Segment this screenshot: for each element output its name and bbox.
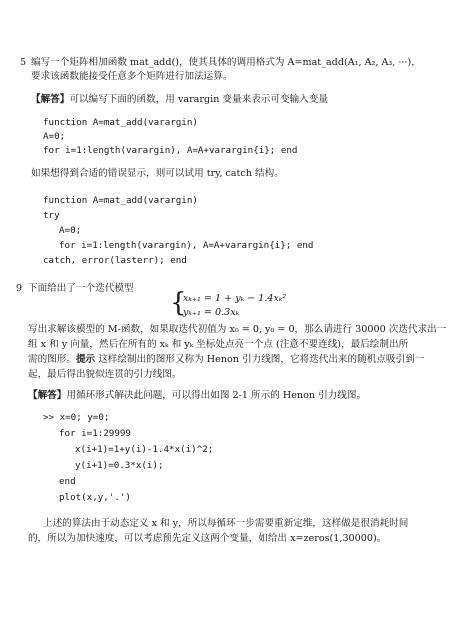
text-fragment: 这样绘制出的图形又称为 Henon 引力线图，它将迭代出来的随机点吸引到一 [95,354,425,365]
code-line: function A=mat_add(varargin) [43,117,198,128]
code-line: function A=mat_add(varargin) [43,195,198,206]
answer-text: 可以编写下面的函数，用 varargin 变量来表示可变输入变量 [69,94,328,105]
problem-text: 下面给出了一个迭代模型 [28,283,134,294]
code-line: for i=1:length(varargin), A=A+varargin{i}; end [59,240,314,251]
code-line: for i=1:29999 [59,428,131,439]
problem-text: 要求该函数能接受任意多个矩阵进行加法运算。 [31,71,233,82]
note-text: 如果想得到合适的错误显示，则可以试用 try, catch 结构。 [31,168,284,179]
problem-number: 5 [20,57,27,68]
code-line: >> x=0; y=0; [43,412,110,423]
code-line: A=0; [59,225,82,236]
answer-line [31,94,328,106]
answer-text: 用循环形式解决此问题，可以得出如图 2-1 所示的 Henon 引力线图。 [66,390,367,401]
answer-label: 【解答】 [28,390,67,401]
code-line: end [59,476,76,487]
closing-text: 的，所以为加快速度，可以考虑预先定义这两个变量，如给出 x=zeros(1,30000)。 [28,533,387,544]
code-line: plot(x,y,'.') [59,492,131,503]
code-line: A=0; [43,131,66,142]
code-line: catch, error(lasterr); end [43,255,187,266]
code-line: y(i+1)=0.3*x(i); [75,460,164,471]
equation-line: yₖ₊₁ = 0.3xₖ [183,307,240,318]
problem-text: 组 x 和 y 向量，然后在所有的 xₖ 和 yₖ 坐标处点亮一个点 (注意不要连线)，最后绘制出所 [28,339,409,350]
code-line: for i=1:length(varargin), A=A+varargin{i}; end [43,145,298,156]
answer-label: 【解答】 [31,94,70,105]
code-line: x(i+1)=1+y(i)-1.4*x(i)^2; [75,444,214,455]
problem-text: 写出求解该模型的 M-函数，如果取迭代初值为 x₀ = 0, y₀ = 0，那么请进行 30000 次迭代求出一 [28,324,447,335]
code-line: try [43,210,60,221]
hint-label: 提示 [75,354,96,365]
text-fragment: 需的图形。 [28,354,76,365]
answer-line [28,390,366,402]
closing-text: 上述的算法由于动态定义 x 和 y，所以每循环一步需要重新定维，这样做是很消耗时间 [43,518,409,529]
problem-text: 编写一个矩阵相加函数 mat_add()，使其具体的调用格式为 A=mat_add(A₁, A₂, A₃, ···)， [31,57,421,68]
problem-text: 起，最后得出貌似连贯的引力线图。 [28,369,182,380]
equation-line: xₖ₊₁ = 1 + yₖ − 1.4xₖ² [183,293,287,304]
equation-brace: { [170,288,187,318]
problem-number: 9 [16,283,23,294]
problem-text [28,354,424,366]
